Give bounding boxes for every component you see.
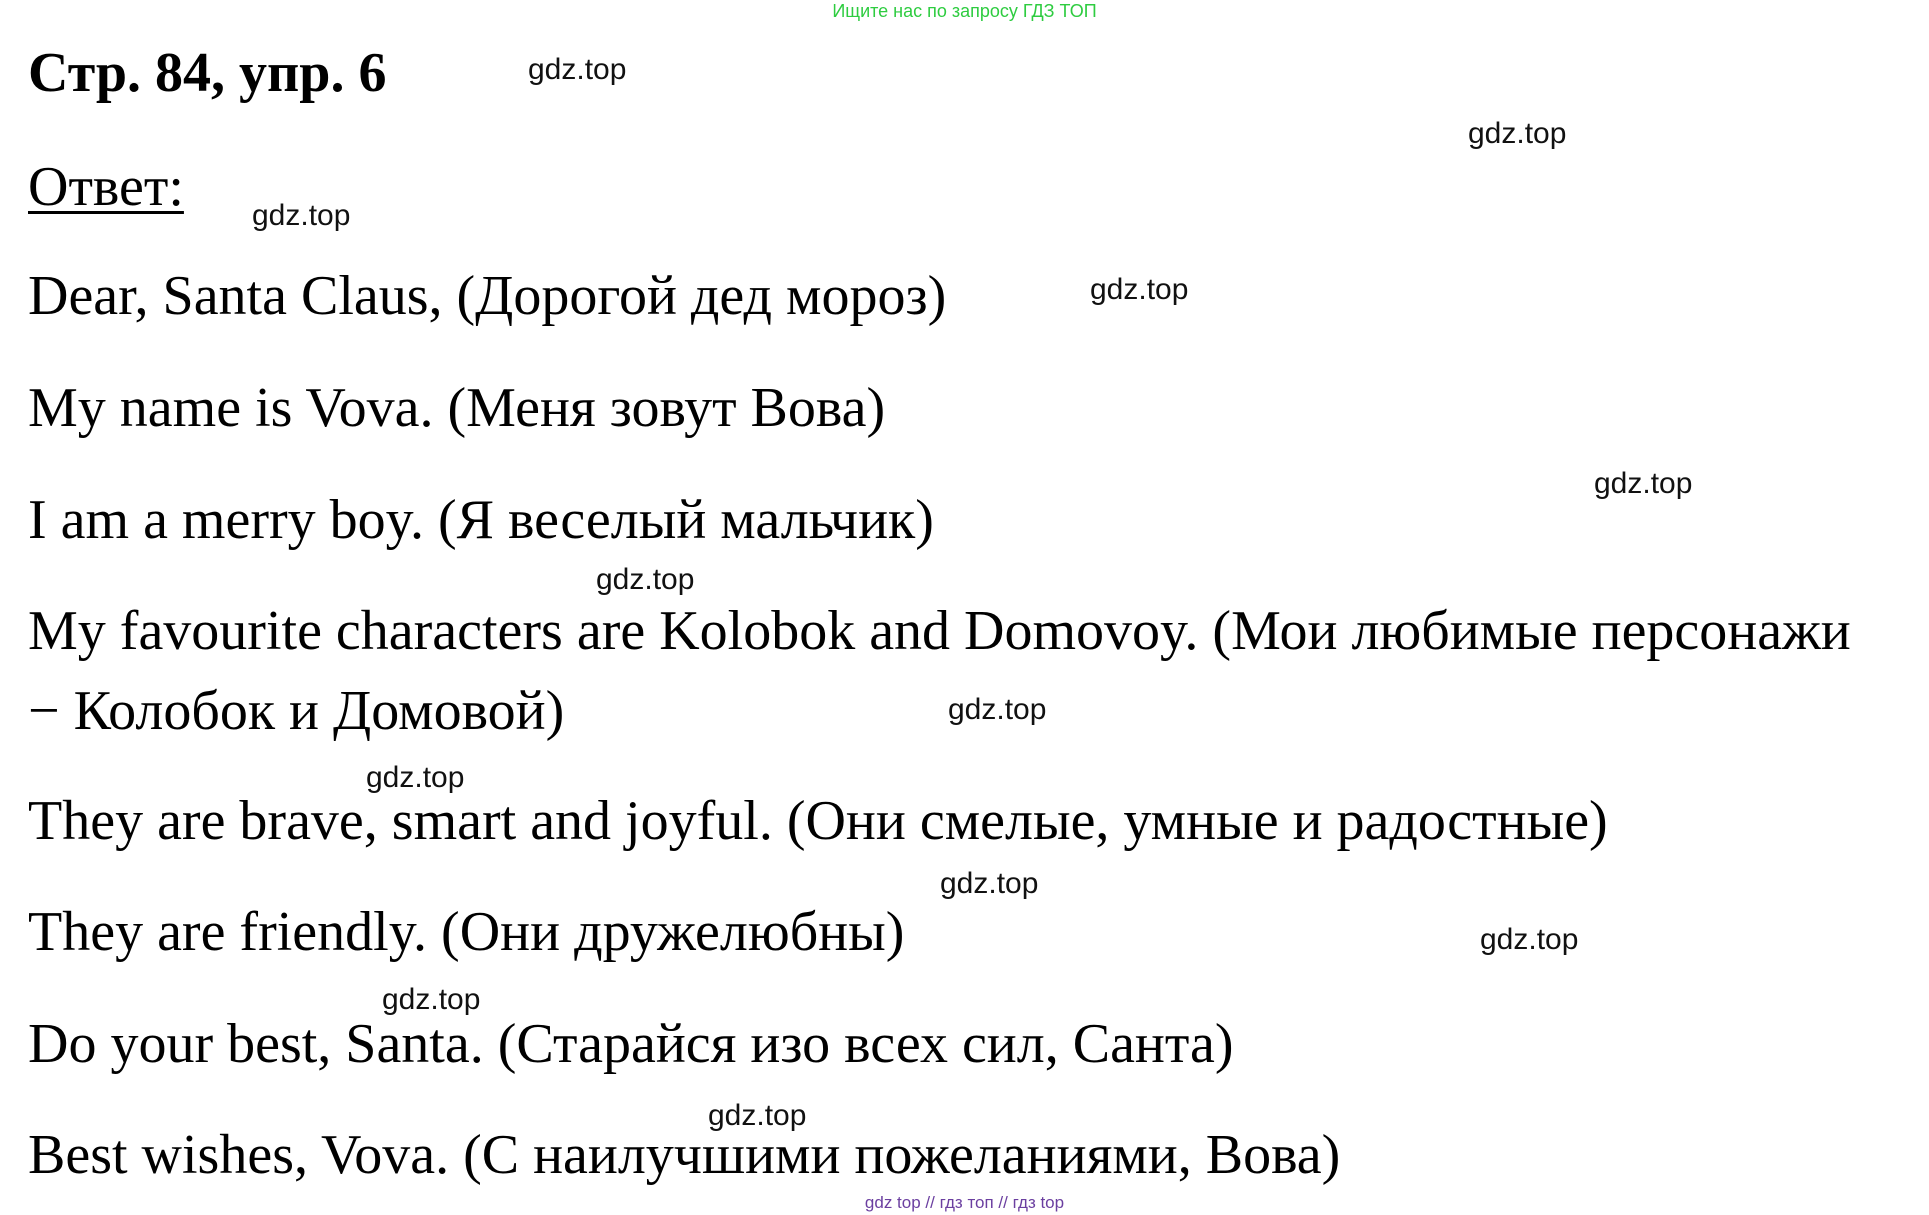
watermark: gdz.top bbox=[1090, 273, 1189, 306]
watermark: gdz.top bbox=[382, 983, 481, 1016]
text-line-6: They are friendly. (Они дружелюбны) bbox=[28, 901, 905, 963]
text-line-3: I am a merry boy. (Я веселый мальчик) bbox=[28, 489, 934, 551]
text-line-2: My name is Vova. (Меня зовут Вова) bbox=[28, 377, 886, 439]
text-line-8: Best wishes, Vova. (С наилучшими пожеланиями, Вова) bbox=[28, 1124, 1341, 1186]
watermark: gdz.top bbox=[948, 693, 1047, 726]
watermark: gdz.top bbox=[596, 563, 695, 596]
text-line-7: Do your best, Santa. (Старайся изо всех сил, Санта) bbox=[28, 1013, 1234, 1075]
text-line-4-continued: − Колобок и Домовой) bbox=[28, 680, 565, 742]
text-line-4: My favourite characters are Kolobok and Domovoy. (Мои любимые персонажи bbox=[28, 600, 1851, 662]
watermark: gdz.top bbox=[1468, 117, 1567, 150]
text-line-1: Dear, Santa Claus, (Дорогой дед мороз) bbox=[28, 265, 947, 327]
watermark: gdz.top bbox=[528, 53, 627, 86]
watermark: gdz.top bbox=[940, 867, 1039, 900]
watermark: gdz.top bbox=[252, 199, 351, 232]
page-title: Стр. 84, упр. 6 bbox=[28, 42, 387, 104]
footer-watermark: gdz top // гдз топ // гдз top bbox=[864, 1193, 1065, 1212]
watermark: gdz.top bbox=[1594, 467, 1693, 500]
watermark: gdz.top bbox=[708, 1099, 807, 1132]
watermark: gdz.top bbox=[1480, 923, 1579, 956]
watermark: gdz.top bbox=[366, 761, 465, 794]
text-line-5: They are brave, smart and joyful. (Они смелые, умные и радостные) bbox=[28, 790, 1608, 852]
answer-label: Ответ: bbox=[28, 156, 184, 218]
promo-banner: Ищите нас по запросу ГДЗ ТОП bbox=[832, 1, 1097, 21]
